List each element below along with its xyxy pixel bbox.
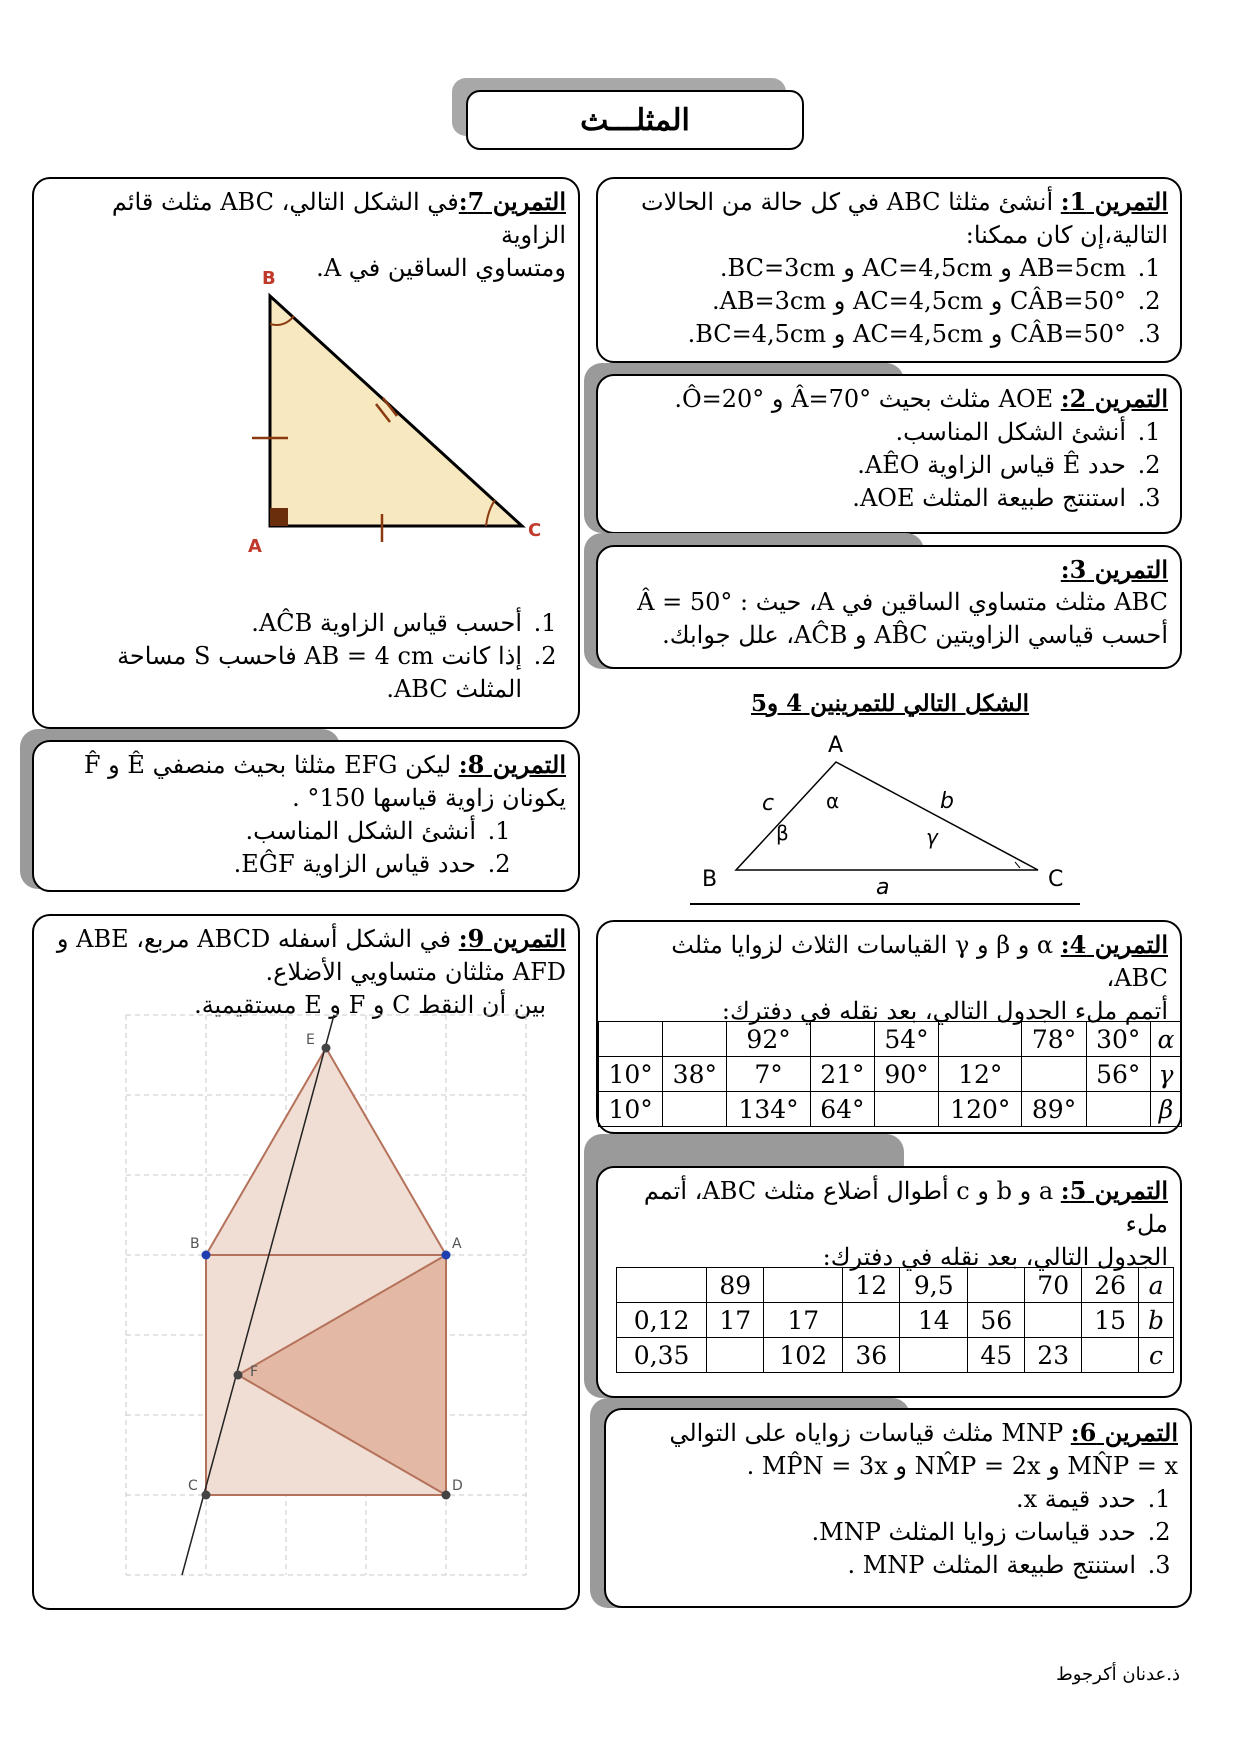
table-cell xyxy=(1022,1057,1086,1092)
table-cell xyxy=(764,1268,843,1303)
exercise-2-list xyxy=(610,416,1168,515)
table-cell xyxy=(939,1022,1022,1057)
exercise-5-text2: الجدول التالي، بعد نقله في دفترك: xyxy=(822,1243,1168,1271)
table-cell xyxy=(1086,1092,1150,1127)
table-cell xyxy=(843,1303,900,1338)
table-cell: 92° xyxy=(727,1022,810,1057)
angle-label-alpha: α xyxy=(826,789,840,813)
exercise-1-list xyxy=(610,252,1168,351)
table-cell: 54° xyxy=(874,1022,938,1057)
exercise-9-text: في الشكل أسفله ABCD مربع، ABE و xyxy=(56,925,459,953)
exercise-6-text2: MN̂P = x و NM̂P = 2x و MP̂N = 3x . xyxy=(746,1452,1178,1480)
table-cell: 38° xyxy=(663,1057,727,1092)
list-item: 1. أنشئ الشكل المناسب. xyxy=(610,416,1130,449)
exercise-7-list xyxy=(76,607,564,706)
angle-label-gamma: γ xyxy=(926,825,938,849)
table-cell: 134° xyxy=(727,1092,810,1127)
exercise-7-text2: ومتساوي الساقين في A. xyxy=(316,254,566,282)
exercise-6 xyxy=(604,1408,1192,1608)
table-cell: 102 xyxy=(764,1338,843,1373)
table-cell: 15 xyxy=(1082,1303,1139,1338)
exercise-8-list xyxy=(46,815,566,881)
list-item: 3. استنتج طبيعة المثلث AOE. xyxy=(610,482,1130,515)
author-signature: ذ.عدنان أكرجوط xyxy=(1056,1664,1180,1685)
figure-4-5-caption: الشكل التالي للتمرينين 4 و5 xyxy=(750,690,1030,717)
table-row xyxy=(599,1092,1182,1127)
exercise-6-text: MNP مثلث قياسات زواياه على التوالي xyxy=(669,1419,1071,1447)
exercise-7-text: في الشكل التالي، ABC مثلث قائم الزاوية xyxy=(111,188,566,249)
table-cell: 89° xyxy=(1022,1092,1086,1127)
table-cell: 12° xyxy=(939,1057,1022,1092)
side-label-a: a xyxy=(876,875,890,900)
triangle-abe xyxy=(206,1048,446,1255)
table-cell: 89 xyxy=(707,1268,764,1303)
exercise-6-list xyxy=(618,1483,1178,1582)
list-item: 3. CÂB=50° و AC=4,5cm و BC=4,5cm. xyxy=(610,318,1130,351)
exercise-3-label: التمرين 3: xyxy=(1060,555,1168,584)
table-row xyxy=(599,1022,1182,1057)
table-cell: 23 xyxy=(1025,1338,1082,1373)
figure-4-5 xyxy=(690,722,1090,912)
table-cell: 7° xyxy=(727,1057,810,1092)
vertex-label-c: C xyxy=(1048,867,1064,892)
table-cell: 10° xyxy=(599,1092,663,1127)
exercise-5-label: التمرين 5: xyxy=(1060,1176,1168,1205)
table-cell: 120° xyxy=(939,1092,1022,1127)
exercise-8-text: ليكن EFG مثلثا بحيث منصفي Ê و F̂ xyxy=(83,751,459,779)
table-cell: 14 xyxy=(900,1303,968,1338)
point-label-d: D xyxy=(452,1478,463,1494)
exercise-5-text: a و b و c أطوال أضلاع مثلث ABC، أتمم ملء xyxy=(643,1177,1168,1238)
exercise-6-label: التمرين 6: xyxy=(1070,1418,1178,1447)
exercise-2 xyxy=(596,374,1182,534)
point-label-b: B xyxy=(190,1236,200,1252)
table-cell: 10° xyxy=(599,1057,663,1092)
vertex-label-c: C xyxy=(528,520,542,541)
table-cell xyxy=(663,1022,727,1057)
table-cell xyxy=(810,1022,874,1057)
list-item: 1. حدد قيمة x. xyxy=(618,1483,1140,1516)
table-cell: 21° xyxy=(810,1057,874,1092)
vertex-label-b: B xyxy=(262,268,276,289)
table-cell: 64° xyxy=(810,1092,874,1127)
exercise-8-text2: يكونان زاوية قياسها 150° . xyxy=(292,784,566,812)
point-a xyxy=(442,1251,451,1260)
list-item: 2. إذا كانت AB = 4 cm فاحسب S مساحة المثلث ABC. xyxy=(76,640,526,706)
table-cell: 9,5 xyxy=(900,1268,968,1303)
table-row xyxy=(617,1268,1174,1303)
point-label-a: A xyxy=(452,1236,462,1252)
table-cell: 17 xyxy=(707,1303,764,1338)
table-cell: 56 xyxy=(968,1303,1025,1338)
exercise-2-text: AOE مثلث بحيث Â=70° و Ô=20°. xyxy=(674,385,1061,413)
triangle-abc xyxy=(736,762,1038,870)
table-cell xyxy=(1025,1303,1082,1338)
point-e xyxy=(322,1044,331,1053)
exercise-5-table xyxy=(616,1267,1174,1373)
list-item: 1. أحسب قياس الزاوية AĈB. xyxy=(76,607,526,640)
list-item: 2. CÂB=50° و AC=4,5cm و AB=3cm. xyxy=(610,285,1130,318)
exercise-2-label: التمرين 2: xyxy=(1060,384,1168,413)
exercise-4-label: التمرين 4: xyxy=(1060,930,1168,959)
side-label-b: b xyxy=(940,789,954,814)
table-cell xyxy=(1082,1338,1139,1373)
exercise-1-text2: التالية،إن كان ممكنا: xyxy=(965,221,1168,249)
point-label-e: E xyxy=(306,1032,315,1048)
table-cell: 90° xyxy=(874,1057,938,1092)
point-f xyxy=(234,1371,243,1380)
table-cell: 70 xyxy=(1025,1268,1082,1303)
table-cell: γ xyxy=(1150,1057,1181,1092)
list-item: 2. حدد Ê قياس الزاوية AÊO. xyxy=(610,449,1130,482)
exercise-4-table xyxy=(598,1021,1182,1127)
vertex-label-b: B xyxy=(702,867,718,892)
table-cell: 26 xyxy=(1082,1268,1139,1303)
point-label-f: F xyxy=(250,1364,259,1380)
exercise-4-text2: أتمم ملء الجدول التالي، بعد نقله في دفترك: xyxy=(721,997,1168,1025)
list-item: 1. أنشئ الشكل المناسب. xyxy=(46,815,480,848)
point-c xyxy=(202,1491,211,1500)
exercise-8 xyxy=(32,740,580,892)
exercise-4-text: α و β و γ القياسات الثلاث لزوايا مثلث ABC، xyxy=(671,931,1168,992)
exercise-9-text2: AFD مثلثان متساويي الأضلاع. xyxy=(265,958,566,986)
exercise-1-label: التمرين 1: xyxy=(1060,187,1168,216)
table-cell xyxy=(874,1092,938,1127)
table-cell xyxy=(900,1338,968,1373)
side-tick xyxy=(1015,862,1020,868)
table-cell xyxy=(663,1092,727,1127)
table-cell: 12 xyxy=(843,1268,900,1303)
table-row xyxy=(617,1303,1174,1338)
exercise-1-text: أنشئ مثلثا ABC في كل حالة من الحالات xyxy=(641,188,1061,216)
table-cell: α xyxy=(1150,1022,1181,1057)
table-row xyxy=(617,1338,1174,1373)
exercise-9-figure xyxy=(120,1010,540,1580)
table-cell: c xyxy=(1139,1338,1174,1373)
exercise-3 xyxy=(596,545,1182,669)
exercise-3-text: ABC مثلث متساوي الساقين في A، حيث : Â = 50° xyxy=(637,588,1168,616)
side-label-c: c xyxy=(762,791,775,816)
exercise-3-text2: أحسب قياسي الزاويتين AB̂C و AĈB، علل جوابك. xyxy=(662,621,1168,649)
table-row xyxy=(599,1057,1182,1092)
point-b xyxy=(202,1251,211,1260)
table-cell: 78° xyxy=(1022,1022,1086,1057)
table-cell: 45 xyxy=(968,1338,1025,1373)
point-d xyxy=(442,1491,451,1500)
exercise-7-label: التمرين 7: xyxy=(458,187,566,216)
table-cell: 0,12 xyxy=(617,1303,707,1338)
exercise-7-figure xyxy=(240,262,560,562)
table-cell: a xyxy=(1139,1268,1174,1303)
list-item: 2. حدد قياسات زوايا المثلث MNP. xyxy=(618,1516,1140,1549)
table-cell: β xyxy=(1150,1092,1181,1127)
point-label-c: C xyxy=(188,1478,198,1494)
list-item: 1. AB=5cm و AC=4,5cm و BC=3cm. xyxy=(610,252,1130,285)
right-angle-mark xyxy=(270,508,288,526)
list-item: 2. حدد قياس الزاوية EĜF. xyxy=(46,848,480,881)
exercise-9-label: التمرين 9: xyxy=(458,924,566,953)
table-cell xyxy=(599,1022,663,1057)
table-cell: 30° xyxy=(1086,1022,1150,1057)
table-cell: 36 xyxy=(843,1338,900,1373)
exercise-9-text3: بين أن النقط C و F و E مستقيمية. xyxy=(194,991,546,1019)
table-cell xyxy=(968,1268,1025,1303)
table-cell: 0,35 xyxy=(617,1338,707,1373)
table-cell: 56° xyxy=(1086,1057,1150,1092)
exercise-1 xyxy=(596,177,1182,363)
vertex-label-a: A xyxy=(248,536,262,557)
table-cell: 17 xyxy=(764,1303,843,1338)
vertex-label-a: A xyxy=(828,733,844,758)
page-title: المثلـــث xyxy=(466,90,804,150)
table-cell xyxy=(707,1338,764,1373)
right-triangle-abc xyxy=(270,296,522,526)
table-cell: b xyxy=(1139,1303,1174,1338)
exercise-8-label: التمرين 8: xyxy=(458,750,566,779)
list-item: 3. استنتج طبيعة المثلث MNP . xyxy=(618,1549,1140,1582)
table-cell xyxy=(617,1268,707,1303)
angle-label-beta: β xyxy=(776,821,789,845)
